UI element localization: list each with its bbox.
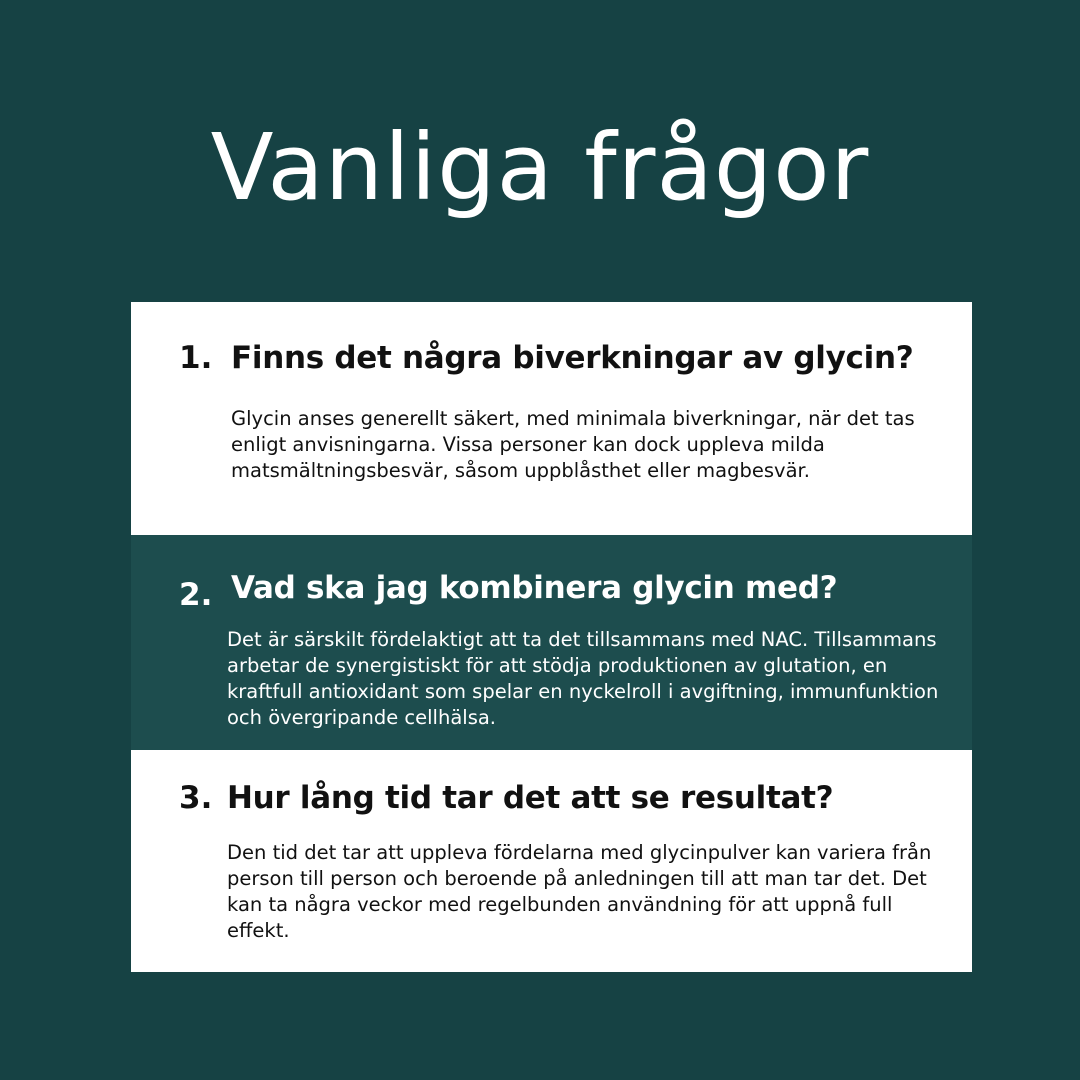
faq-question: Vad ska jag kombinera glycin med? (231, 570, 838, 606)
faq-answer: Det är särskilt fördelaktigt att ta det tillsammans med NAC. Tillsammans arbetar de synergistiskt för att stödja produktionen av glutation, en kraftfull antioxidant som spelar en nyckelroll i avgiftning, immunfunktion och övergripande cellhälsa. (227, 628, 939, 729)
faq-question: Finns det några biverkningar av glycin? (231, 340, 914, 376)
faq-item-3 (131, 750, 972, 972)
page-title: Vanliga frågor (210, 114, 870, 221)
faq-answer: Den tid det tar att uppleva fördelarna med glycinpulver kan variera från person till person och beroende på anledningen till att man tar det. Det kan ta några veckor med regelbunden användning för att uppnå full effekt. (227, 841, 932, 942)
faq-number: 3. (179, 780, 213, 816)
faq-item-2 (131, 535, 972, 750)
faq-item-1 (131, 302, 972, 535)
faq-number: 1. (179, 340, 213, 376)
faq-answer: Glycin anses generellt säkert, med minimala biverkningar, när det tas enligt anvisningarna. Vissa personer kan dock uppleva milda matsmältningsbesvär, såsom uppblåsthet eller magbesvär. (231, 407, 915, 482)
faq-question: Hur lång tid tar det att se resultat? (227, 780, 834, 816)
faq-number: 2. (179, 577, 213, 613)
